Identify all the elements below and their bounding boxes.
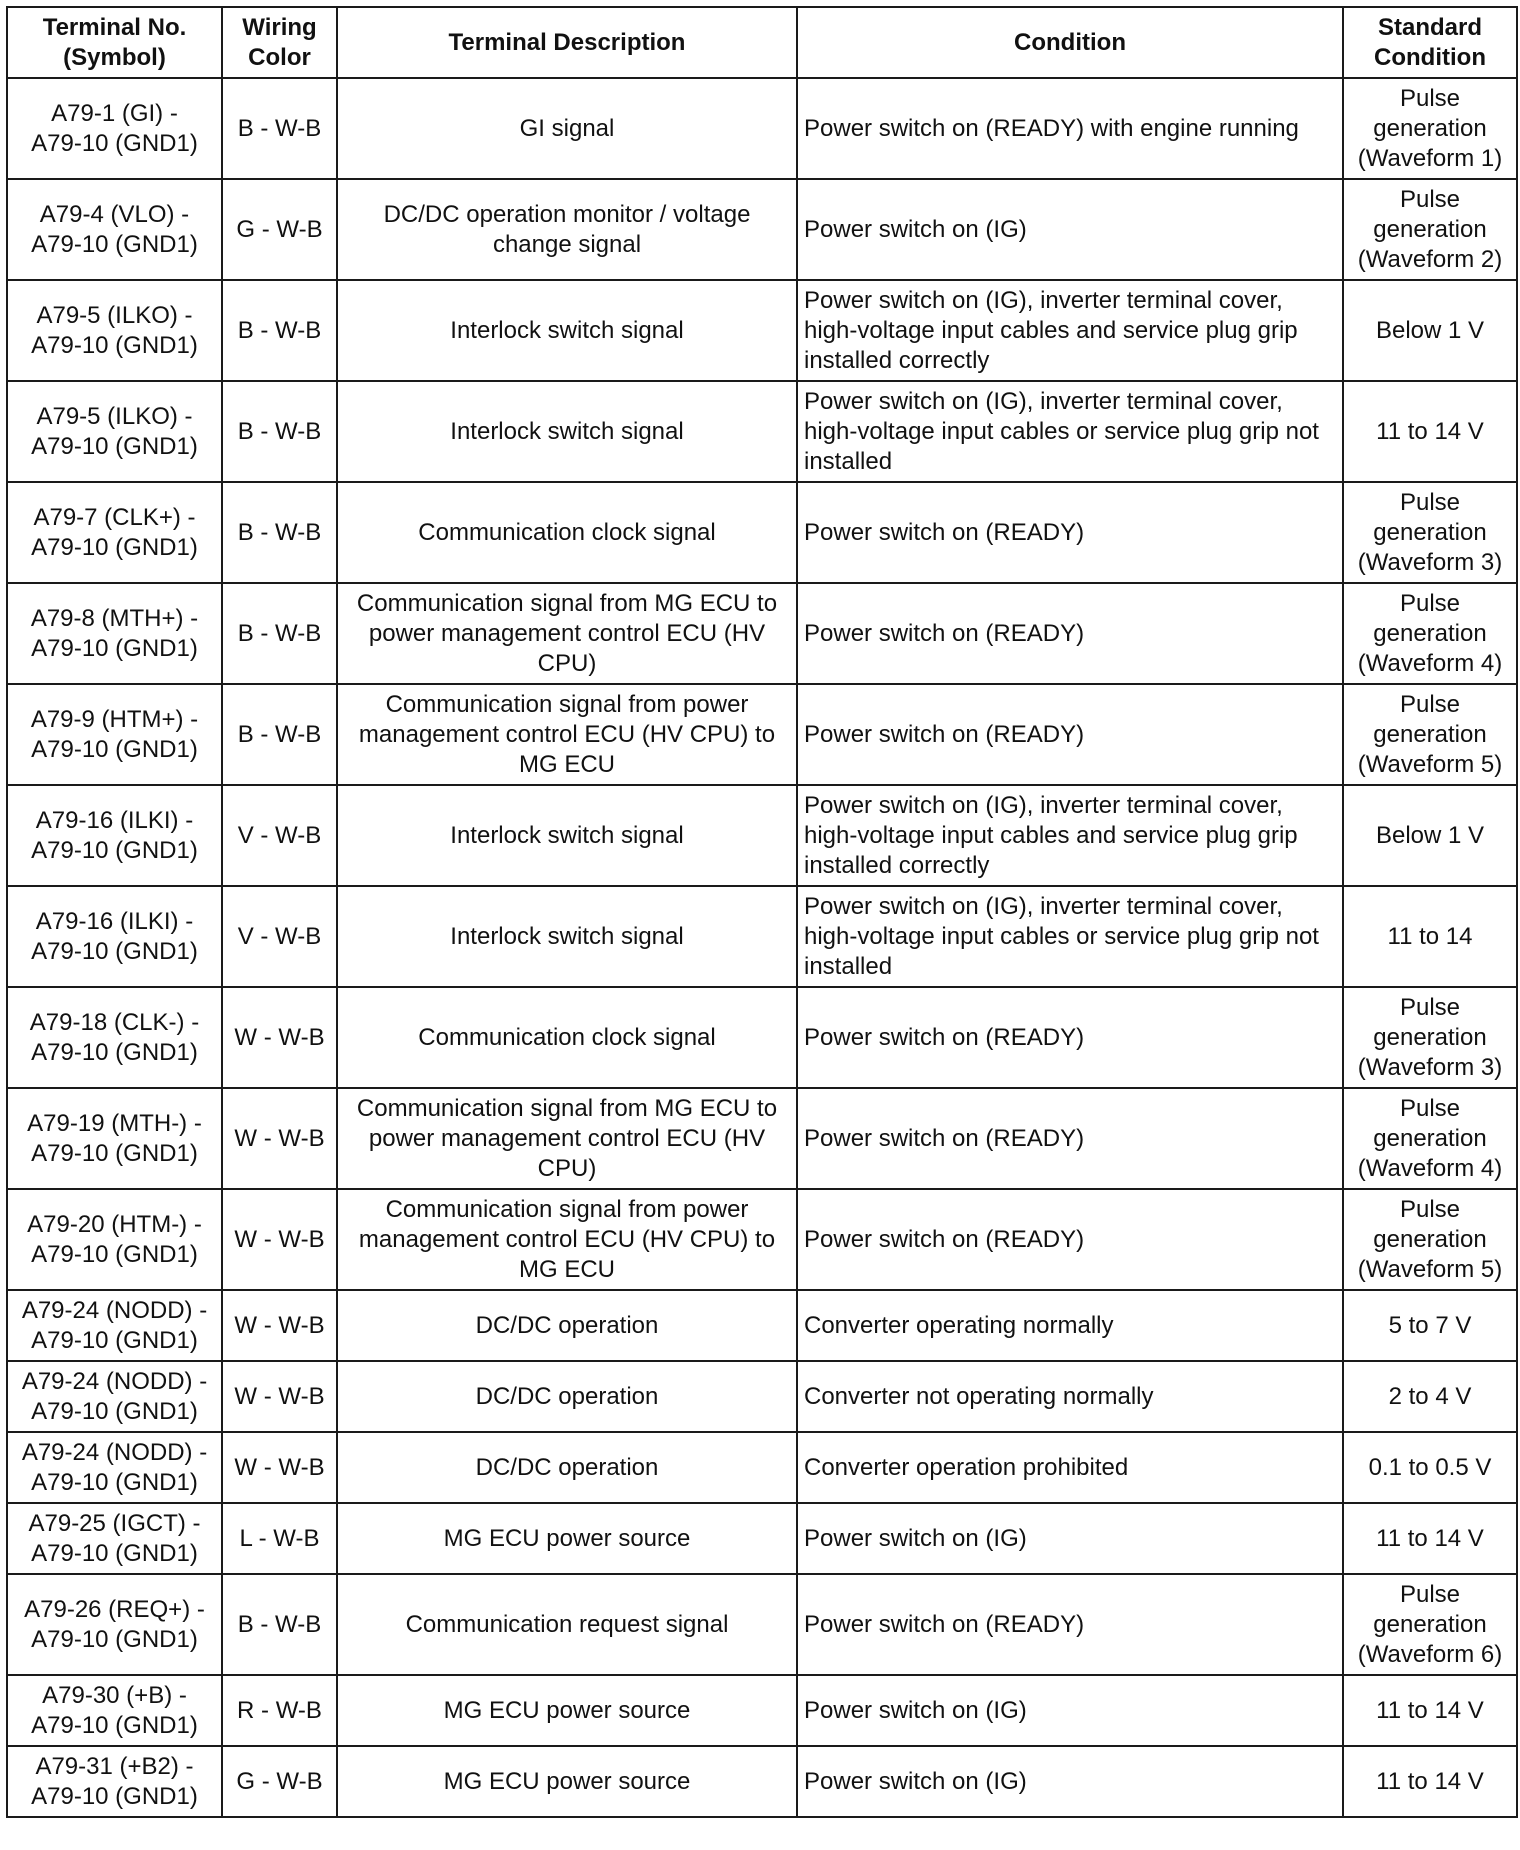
table-row (7, 1189, 1517, 1290)
terminal-pin: A79-7 (CLK+) - (33, 503, 196, 531)
standard-condition-cell: 11 to 14 V (1343, 1746, 1517, 1817)
terminal-ground: A79-10 (GND1) (31, 432, 198, 460)
terminal-pin: A79-24 (NODD) - (21, 1438, 208, 1466)
standard-condition-cell: 11 to 14 V (1343, 1503, 1517, 1574)
condition-cell: Converter operating normally (797, 1290, 1343, 1361)
terminal-pin: A79-19 (MTH-) - (27, 1109, 202, 1137)
wiring-color-cell: W - W-B (222, 1088, 337, 1189)
header-terminal: Terminal No. (Symbol) (7, 7, 222, 78)
wiring-color-cell: B - W-B (222, 1574, 337, 1675)
wiring-color-cell: W - W-B (222, 1361, 337, 1432)
terminal-pin: A79-31 (+B2) - (35, 1752, 194, 1780)
terminal-ground: A79-10 (GND1) (31, 1625, 198, 1653)
standard-condition-cell: Pulse generation (Waveform 2) (1343, 179, 1517, 280)
table-row (7, 179, 1517, 280)
terminal-ground: A79-10 (GND1) (31, 1397, 198, 1425)
terminal-ground: A79-10 (GND1) (31, 1468, 198, 1496)
standard-condition-cell: Pulse generation (Waveform 5) (1343, 684, 1517, 785)
terminal-cell (7, 280, 222, 381)
wiring-color-cell: L - W-B (222, 1503, 337, 1574)
table-row (7, 482, 1517, 583)
terminal-cell (7, 785, 222, 886)
terminal-spec-table (6, 6, 1518, 1818)
terminal-description-cell: DC/DC operation (337, 1361, 797, 1432)
terminal-ground: A79-10 (GND1) (31, 735, 198, 763)
condition-cell: Power switch on (IG), inverter terminal cover, high-voltage input cables and service plug grip installed correctly (797, 785, 1343, 886)
terminal-pin: A79-9 (HTM+) - (30, 705, 199, 733)
terminal-ground: A79-10 (GND1) (31, 533, 198, 561)
terminal-description-cell: Communication clock signal (337, 482, 797, 583)
table-row (7, 785, 1517, 886)
header-wiring-color: Wiring Color (222, 7, 337, 78)
standard-condition-cell: Pulse generation (Waveform 3) (1343, 987, 1517, 1088)
terminal-pin: A79-20 (HTM-) - (27, 1210, 202, 1238)
terminal-ground: A79-10 (GND1) (31, 129, 198, 157)
standard-condition-cell: Pulse generation (Waveform 4) (1343, 583, 1517, 684)
terminal-description-cell: MG ECU power source (337, 1503, 797, 1574)
terminal-cell (7, 1088, 222, 1189)
terminal-cell (7, 1746, 222, 1817)
header-terminal-description: Terminal Description (337, 7, 797, 78)
condition-cell: Power switch on (READY) with engine running (797, 78, 1343, 179)
wiring-color-cell: V - W-B (222, 785, 337, 886)
terminal-cell (7, 987, 222, 1088)
terminal-cell (7, 1189, 222, 1290)
terminal-cell (7, 1503, 222, 1574)
condition-cell: Power switch on (READY) (797, 1088, 1343, 1189)
terminal-ground: A79-10 (GND1) (31, 1782, 198, 1810)
wiring-color-cell: V - W-B (222, 886, 337, 987)
header-row (7, 7, 1517, 78)
table-body (7, 78, 1517, 1817)
terminal-pin: A79-8 (MTH+) - (30, 604, 199, 632)
condition-cell: Power switch on (READY) (797, 987, 1343, 1088)
condition-cell: Power switch on (READY) (797, 583, 1343, 684)
standard-condition-cell: Pulse generation (Waveform 3) (1343, 482, 1517, 583)
terminal-ground: A79-10 (GND1) (31, 634, 198, 662)
wiring-color-cell: W - W-B (222, 1189, 337, 1290)
condition-cell: Power switch on (IG), inverter terminal cover, high-voltage input cables or service plug grip not installed (797, 886, 1343, 987)
terminal-description-cell: Interlock switch signal (337, 381, 797, 482)
terminal-pin: A79-5 (ILKO) - (36, 301, 193, 329)
terminal-description-cell: Communication clock signal (337, 987, 797, 1088)
header-condition: Condition (797, 7, 1343, 78)
table-row (7, 1574, 1517, 1675)
terminal-cell (7, 1432, 222, 1503)
terminal-pin: A79-1 (GI) - (51, 99, 178, 127)
wiring-color-cell: B - W-B (222, 280, 337, 381)
standard-condition-cell: 11 to 14 V (1343, 1675, 1517, 1746)
standard-condition-cell: Pulse generation (Waveform 6) (1343, 1574, 1517, 1675)
wiring-color-cell: G - W-B (222, 1746, 337, 1817)
table-header (7, 7, 1517, 78)
terminal-cell (7, 1361, 222, 1432)
wiring-color-cell: B - W-B (222, 78, 337, 179)
standard-condition-cell: Pulse generation (Waveform 1) (1343, 78, 1517, 179)
terminal-ground: A79-10 (GND1) (31, 836, 198, 864)
terminal-description-cell: Communication signal from MG ECU to power management control ECU (HV CPU) (337, 1088, 797, 1189)
terminal-cell (7, 1675, 222, 1746)
terminal-description-cell: DC/DC operation monitor / voltage change signal (337, 179, 797, 280)
condition-cell: Power switch on (IG), inverter terminal cover, high-voltage input cables or service plug grip not installed (797, 381, 1343, 482)
condition-cell: Power switch on (IG) (797, 1675, 1343, 1746)
wiring-color-cell: B - W-B (222, 482, 337, 583)
terminal-pin: A79-24 (NODD) - (21, 1296, 208, 1324)
standard-condition-cell: 5 to 7 V (1343, 1290, 1517, 1361)
condition-cell: Power switch on (READY) (797, 482, 1343, 583)
terminal-pin: A79-25 (IGCT) - (28, 1509, 201, 1537)
terminal-pin: A79-16 (ILKI) - (35, 907, 194, 935)
table-row (7, 684, 1517, 785)
standard-condition-cell: Pulse generation (Waveform 5) (1343, 1189, 1517, 1290)
terminal-cell (7, 1290, 222, 1361)
wiring-color-cell: W - W-B (222, 987, 337, 1088)
terminal-ground: A79-10 (GND1) (31, 937, 198, 965)
standard-condition-cell: Pulse generation (Waveform 4) (1343, 1088, 1517, 1189)
terminal-pin: A79-18 (CLK-) - (29, 1008, 200, 1036)
terminal-ground: A79-10 (GND1) (31, 1038, 198, 1066)
table-row (7, 1088, 1517, 1189)
table-row (7, 381, 1517, 482)
terminal-pin: A79-4 (VLO) - (39, 200, 190, 228)
terminal-ground: A79-10 (GND1) (31, 1711, 198, 1739)
terminal-description-cell: Communication request signal (337, 1574, 797, 1675)
table-row (7, 886, 1517, 987)
standard-condition-cell: Below 1 V (1343, 785, 1517, 886)
terminal-ground: A79-10 (GND1) (31, 1240, 198, 1268)
terminal-ground: A79-10 (GND1) (31, 1139, 198, 1167)
table-row (7, 1290, 1517, 1361)
terminal-cell (7, 482, 222, 583)
terminal-description-cell: Interlock switch signal (337, 886, 797, 987)
wiring-color-cell: B - W-B (222, 381, 337, 482)
table-row (7, 78, 1517, 179)
terminal-ground: A79-10 (GND1) (31, 1326, 198, 1354)
terminal-description-cell: DC/DC operation (337, 1432, 797, 1503)
condition-cell: Power switch on (READY) (797, 684, 1343, 785)
condition-cell: Power switch on (IG) (797, 1746, 1343, 1817)
terminal-description-cell: Communication signal from power management control ECU (HV CPU) to MG ECU (337, 1189, 797, 1290)
terminal-description-cell: Communication signal from MG ECU to power management control ECU (HV CPU) (337, 583, 797, 684)
terminal-ground: A79-10 (GND1) (31, 1539, 198, 1567)
terminal-ground: A79-10 (GND1) (31, 331, 198, 359)
terminal-description-cell: GI signal (337, 78, 797, 179)
table-row (7, 1746, 1517, 1817)
standard-condition-cell: Below 1 V (1343, 280, 1517, 381)
standard-condition-cell: 11 to 14 (1343, 886, 1517, 987)
terminal-cell (7, 886, 222, 987)
terminal-description-cell: Interlock switch signal (337, 280, 797, 381)
table-row (7, 280, 1517, 381)
condition-cell: Converter not operating normally (797, 1361, 1343, 1432)
condition-cell: Power switch on (READY) (797, 1189, 1343, 1290)
condition-cell: Power switch on (IG) (797, 179, 1343, 280)
wiring-color-cell: B - W-B (222, 684, 337, 785)
terminal-cell (7, 78, 222, 179)
terminal-description-cell: Communication signal from power management control ECU (HV CPU) to MG ECU (337, 684, 797, 785)
terminal-description-cell: MG ECU power source (337, 1746, 797, 1817)
table-row (7, 1361, 1517, 1432)
terminal-cell (7, 583, 222, 684)
wiring-color-cell: R - W-B (222, 1675, 337, 1746)
terminal-cell (7, 684, 222, 785)
table-row (7, 1432, 1517, 1503)
wiring-color-cell: W - W-B (222, 1290, 337, 1361)
terminal-pin: A79-30 (+B) - (42, 1681, 187, 1709)
header-standard-condition: Standard Condition (1343, 7, 1517, 78)
condition-cell: Power switch on (READY) (797, 1574, 1343, 1675)
terminal-pin: A79-5 (ILKO) - (36, 402, 193, 430)
standard-condition-cell: 0.1 to 0.5 V (1343, 1432, 1517, 1503)
wiring-color-cell: B - W-B (222, 583, 337, 684)
terminal-description-cell: DC/DC operation (337, 1290, 797, 1361)
terminal-cell (7, 1574, 222, 1675)
table-row (7, 583, 1517, 684)
condition-cell: Power switch on (IG), inverter terminal cover, high-voltage input cables and service plug grip installed correctly (797, 280, 1343, 381)
condition-cell: Power switch on (IG) (797, 1503, 1343, 1574)
wiring-color-cell: W - W-B (222, 1432, 337, 1503)
terminal-pin: A79-16 (ILKI) - (35, 806, 194, 834)
terminal-cell (7, 179, 222, 280)
terminal-ground: A79-10 (GND1) (31, 230, 198, 258)
table-row (7, 1675, 1517, 1746)
standard-condition-cell: 2 to 4 V (1343, 1361, 1517, 1432)
table-row (7, 987, 1517, 1088)
condition-cell: Converter operation prohibited (797, 1432, 1343, 1503)
terminal-pin: A79-24 (NODD) - (21, 1367, 208, 1395)
terminal-cell (7, 381, 222, 482)
wiring-color-cell: G - W-B (222, 179, 337, 280)
standard-condition-cell: 11 to 14 V (1343, 381, 1517, 482)
table-row (7, 1503, 1517, 1574)
terminal-pin: A79-26 (REQ+) - (24, 1595, 205, 1623)
terminal-description-cell: MG ECU power source (337, 1675, 797, 1746)
terminal-description-cell: Interlock switch signal (337, 785, 797, 886)
